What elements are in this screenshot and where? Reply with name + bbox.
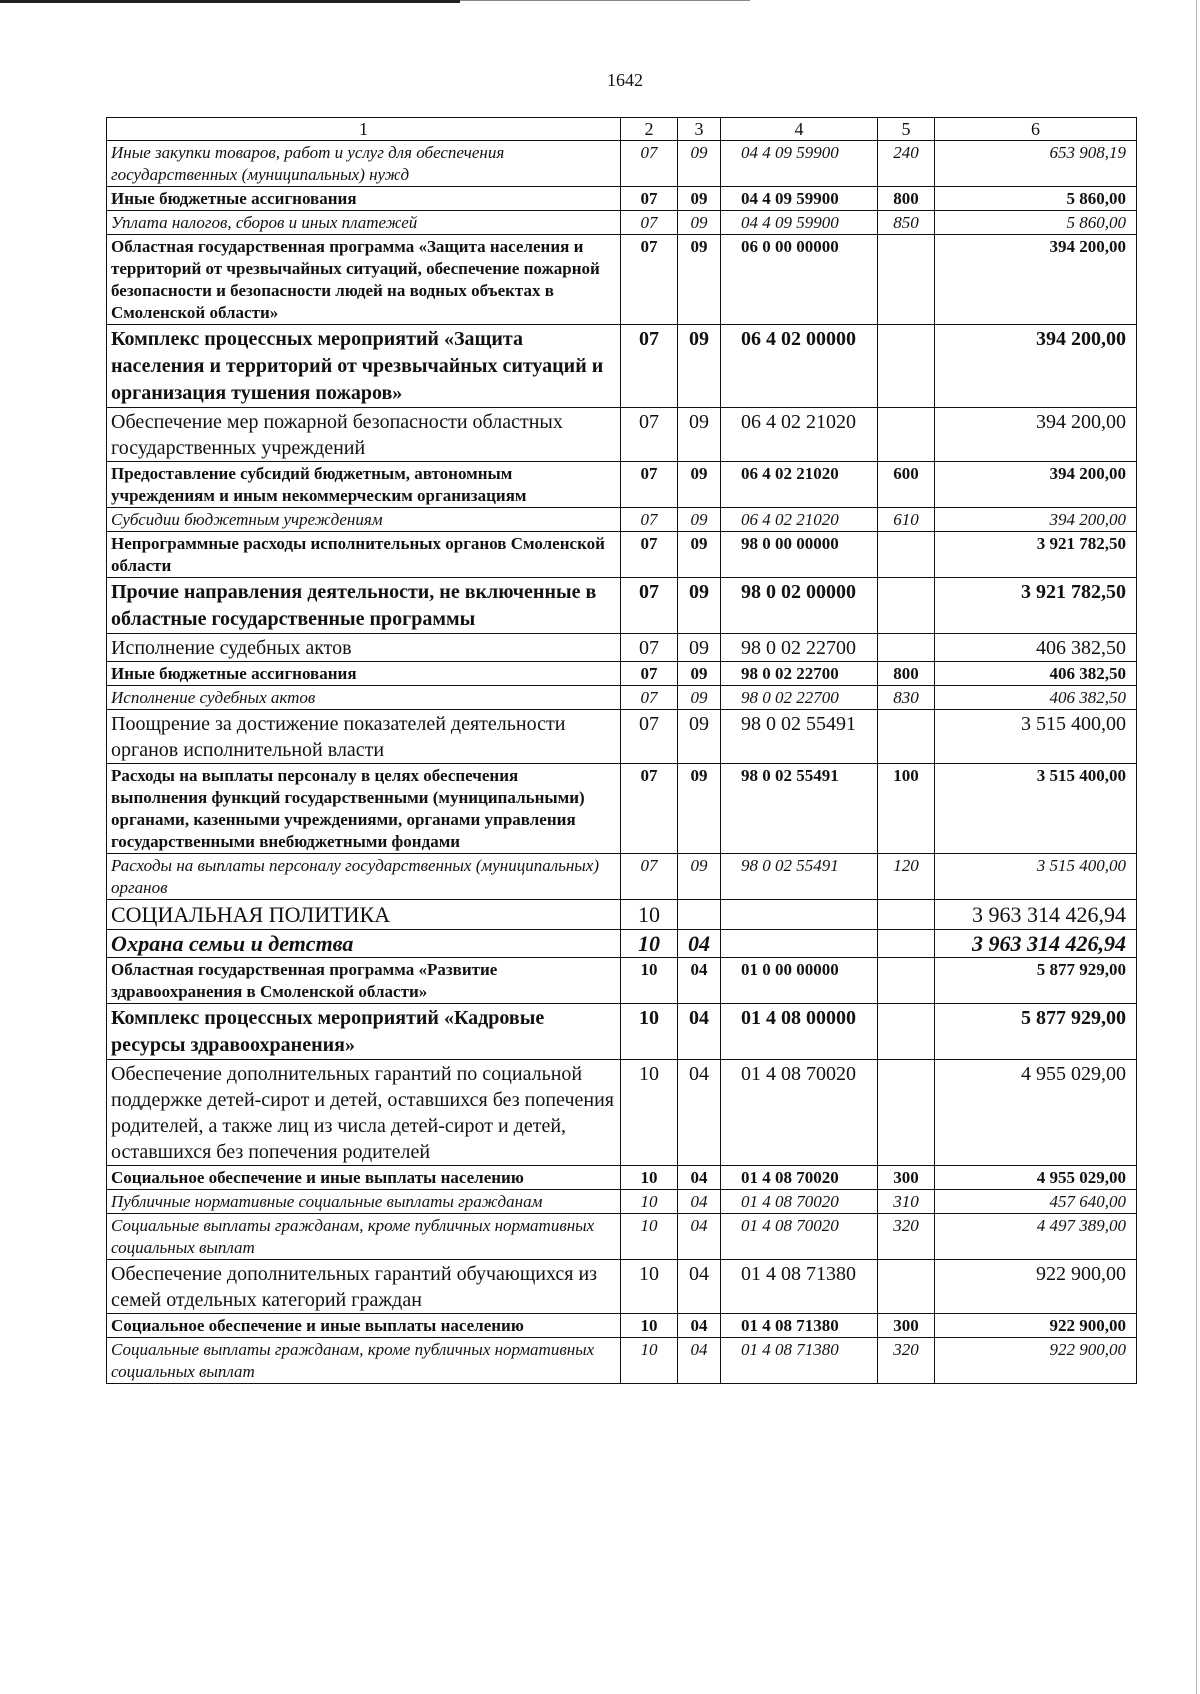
cell-expense-type — [878, 958, 935, 1004]
cell-target-article: 01 4 08 00000 — [721, 1004, 878, 1060]
cell-amount: 406 382,50 — [935, 634, 1137, 662]
budget-table — [106, 117, 1137, 1384]
table-row — [107, 462, 1137, 508]
cell-amount: 3 963 314 426,94 — [935, 930, 1137, 958]
cell-subsection: 04 — [678, 1190, 721, 1214]
cell-expense-type — [878, 1004, 935, 1060]
cell-name: Иные закупки товаров, работ и услуг для обеспечения государственных (муниципальных) нужд — [107, 141, 621, 187]
cell-subsection: 09 — [678, 634, 721, 662]
cell-section: 10 — [621, 1190, 678, 1214]
header-cell-2: 2 — [621, 118, 678, 141]
cell-name: Комплекс процессных мероприятий «Защита населения и территорий от чрезвычайных ситуаций и организация тушения пожаров» — [107, 325, 621, 408]
cell-amount: 457 640,00 — [935, 1190, 1137, 1214]
cell-target-article: 01 4 08 71380 — [721, 1260, 878, 1314]
table-row — [107, 1060, 1137, 1166]
cell-section: 07 — [621, 710, 678, 764]
cell-section: 10 — [621, 1060, 678, 1166]
cell-section: 07 — [621, 662, 678, 686]
table-row — [107, 325, 1137, 408]
cell-subsection: 09 — [678, 187, 721, 211]
cell-name: Социальные выплаты гражданам, кроме публичных нормативных социальных выплат — [107, 1338, 621, 1384]
cell-section: 07 — [621, 686, 678, 710]
table-row — [107, 1004, 1137, 1060]
table-row — [107, 634, 1137, 662]
cell-subsection: 04 — [678, 1166, 721, 1190]
header-cell-5: 5 — [878, 118, 935, 141]
cell-amount: 394 200,00 — [935, 462, 1137, 508]
cell-amount: 3 515 400,00 — [935, 764, 1137, 854]
table-row — [107, 578, 1137, 634]
cell-name: Охрана семьи и детства — [107, 930, 621, 958]
cell-amount: 922 900,00 — [935, 1260, 1137, 1314]
table-row — [107, 532, 1137, 578]
cell-amount: 394 200,00 — [935, 508, 1137, 532]
table-row — [107, 408, 1137, 462]
cell-section: 07 — [621, 764, 678, 854]
cell-amount: 394 200,00 — [935, 235, 1137, 325]
cell-section: 07 — [621, 235, 678, 325]
header-cell-4: 4 — [721, 118, 878, 141]
cell-amount: 3 963 314 426,94 — [935, 900, 1137, 930]
cell-subsection: 09 — [678, 662, 721, 686]
cell-target-article: 04 4 09 59900 — [721, 187, 878, 211]
cell-name: Исполнение судебных актов — [107, 634, 621, 662]
cell-subsection: 09 — [678, 764, 721, 854]
cell-name: Иные бюджетные ассигнования — [107, 662, 621, 686]
cell-target-article: 01 0 00 00000 — [721, 958, 878, 1004]
cell-amount: 3 515 400,00 — [935, 710, 1137, 764]
cell-name: СОЦИАЛЬНАЯ ПОЛИТИКА — [107, 900, 621, 930]
cell-name: Обеспечение мер пожарной безопасности областных государственных учреждений — [107, 408, 621, 462]
cell-target-article: 01 4 08 70020 — [721, 1214, 878, 1260]
cell-expense-type: 300 — [878, 1166, 935, 1190]
header-cell-3: 3 — [678, 118, 721, 141]
cell-section: 07 — [621, 854, 678, 900]
cell-target-article: 04 4 09 59900 — [721, 141, 878, 187]
table-row — [107, 764, 1137, 854]
table-row — [107, 187, 1137, 211]
table-row — [107, 1314, 1137, 1338]
cell-section: 10 — [621, 1260, 678, 1314]
header-cell-1: 1 — [107, 118, 621, 141]
cell-expense-type: 310 — [878, 1190, 935, 1214]
table-row — [107, 1260, 1137, 1314]
cell-expense-type: 600 — [878, 462, 935, 508]
cell-amount: 406 382,50 — [935, 662, 1137, 686]
cell-amount: 4 955 029,00 — [935, 1060, 1137, 1166]
cell-name: Комплекс процессных мероприятий «Кадровые ресурсы здравоохранения» — [107, 1004, 621, 1060]
cell-expense-type — [878, 930, 935, 958]
cell-amount: 394 200,00 — [935, 325, 1137, 408]
cell-amount: 3 515 400,00 — [935, 854, 1137, 900]
cell-expense-type — [878, 710, 935, 764]
cell-target-article: 01 4 08 70020 — [721, 1190, 878, 1214]
table-row — [107, 1166, 1137, 1190]
cell-section: 07 — [621, 187, 678, 211]
cell-section: 07 — [621, 141, 678, 187]
cell-section: 10 — [621, 900, 678, 930]
table-row — [107, 686, 1137, 710]
cell-expense-type — [878, 408, 935, 462]
cell-expense-type — [878, 235, 935, 325]
cell-target-article: 06 4 02 00000 — [721, 325, 878, 408]
cell-target-article: 98 0 00 00000 — [721, 532, 878, 578]
table-row — [107, 1214, 1137, 1260]
cell-expense-type — [878, 900, 935, 930]
cell-target-article: 98 0 02 00000 — [721, 578, 878, 634]
cell-target-article: 98 0 02 22700 — [721, 686, 878, 710]
cell-name: Обеспечение дополнительных гарантий по социальной поддержке детей-сирот и детей, оставшихся без попечения родителей, а также лиц из числа детей-сирот и детей, оставшихся без попечения родителей — [107, 1060, 621, 1166]
cell-amount: 3 921 782,50 — [935, 532, 1137, 578]
cell-section: 07 — [621, 462, 678, 508]
table-row — [107, 958, 1137, 1004]
cell-target-article: 98 0 02 55491 — [721, 764, 878, 854]
cell-expense-type: 320 — [878, 1214, 935, 1260]
cell-expense-type: 830 — [878, 686, 935, 710]
cell-name: Областная государственная программа «Развитие здравоохранения в Смоленской области» — [107, 958, 621, 1004]
cell-section: 10 — [621, 1314, 678, 1338]
cell-subsection: 09 — [678, 854, 721, 900]
table-row — [107, 930, 1137, 958]
cell-subsection — [678, 900, 721, 930]
cell-name: Предоставление субсидий бюджетным, автономным учреждениям и иным некоммерческим организациям — [107, 462, 621, 508]
cell-target-article: 06 4 02 21020 — [721, 508, 878, 532]
cell-expense-type: 850 — [878, 211, 935, 235]
cell-expense-type: 610 — [878, 508, 935, 532]
cell-name: Социальное обеспечение и иные выплаты населению — [107, 1314, 621, 1338]
cell-expense-type: 800 — [878, 662, 935, 686]
cell-target-article: 01 4 08 71380 — [721, 1314, 878, 1338]
cell-subsection: 09 — [678, 462, 721, 508]
cell-target-article: 06 4 02 21020 — [721, 462, 878, 508]
cell-expense-type — [878, 634, 935, 662]
cell-expense-type: 240 — [878, 141, 935, 187]
cell-section: 10 — [621, 930, 678, 958]
cell-name: Расходы на выплаты персоналу в целях обеспечения выполнения функций государственными (муниципальными) органами, казенными учреждениями, органами управления государственными внебюджетными фондами — [107, 764, 621, 854]
cell-subsection: 09 — [678, 710, 721, 764]
cell-section: 07 — [621, 508, 678, 532]
cell-subsection: 09 — [678, 686, 721, 710]
cell-amount: 5 877 929,00 — [935, 958, 1137, 1004]
cell-section: 07 — [621, 325, 678, 408]
cell-amount: 922 900,00 — [935, 1314, 1137, 1338]
table-row — [107, 508, 1137, 532]
cell-subsection: 04 — [678, 1260, 721, 1314]
cell-section: 07 — [621, 408, 678, 462]
cell-name: Публичные нормативные социальные выплаты гражданам — [107, 1190, 621, 1214]
table-header-row — [107, 118, 1137, 141]
cell-name: Социальное обеспечение и иные выплаты населению — [107, 1166, 621, 1190]
cell-section: 10 — [621, 1338, 678, 1384]
cell-target-article: 98 0 02 55491 — [721, 710, 878, 764]
cell-amount: 653 908,19 — [935, 141, 1137, 187]
budget-table-body — [107, 118, 1137, 1384]
cell-expense-type — [878, 1060, 935, 1166]
cell-target-article: 04 4 09 59900 — [721, 211, 878, 235]
table-row — [107, 662, 1137, 686]
cell-name: Обеспечение дополнительных гарантий обучающихся из семей отдельных категорий граждан — [107, 1260, 621, 1314]
cell-amount: 406 382,50 — [935, 686, 1137, 710]
cell-section: 10 — [621, 1004, 678, 1060]
cell-target-article — [721, 900, 878, 930]
cell-target-article: 06 0 00 00000 — [721, 235, 878, 325]
cell-amount: 922 900,00 — [935, 1338, 1137, 1384]
cell-name: Непрограммные расходы исполнительных органов Смоленской области — [107, 532, 621, 578]
cell-name: Поощрение за достижение показателей деятельности органов исполнительной власти — [107, 710, 621, 764]
cell-expense-type — [878, 532, 935, 578]
cell-expense-type: 320 — [878, 1338, 935, 1384]
cell-expense-type — [878, 578, 935, 634]
cell-expense-type — [878, 325, 935, 408]
cell-section: 10 — [621, 1166, 678, 1190]
cell-target-article: 01 4 08 71380 — [721, 1338, 878, 1384]
cell-name: Социальные выплаты гражданам, кроме публичных нормативных социальных выплат — [107, 1214, 621, 1260]
cell-amount: 394 200,00 — [935, 408, 1137, 462]
cell-section: 07 — [621, 211, 678, 235]
cell-subsection: 04 — [678, 1314, 721, 1338]
table-row — [107, 235, 1137, 325]
cell-target-article: 01 4 08 70020 — [721, 1060, 878, 1166]
cell-name: Исполнение судебных актов — [107, 686, 621, 710]
table-row — [107, 211, 1137, 235]
cell-subsection: 04 — [678, 1338, 721, 1384]
cell-subsection: 04 — [678, 1004, 721, 1060]
cell-section: 07 — [621, 578, 678, 634]
cell-section: 07 — [621, 532, 678, 578]
cell-subsection: 09 — [678, 211, 721, 235]
table-row — [107, 854, 1137, 900]
cell-target-article — [721, 930, 878, 958]
cell-target-article: 98 0 02 55491 — [721, 854, 878, 900]
cell-subsection: 04 — [678, 1214, 721, 1260]
scan-edge-top — [0, 0, 460, 3]
table-row — [107, 1190, 1137, 1214]
cell-name: Иные бюджетные ассигнования — [107, 187, 621, 211]
cell-expense-type: 800 — [878, 187, 935, 211]
cell-target-article: 98 0 02 22700 — [721, 662, 878, 686]
cell-name: Областная государственная программа «Защита населения и территорий от чрезвычайных ситуаций, обеспечение пожарной безопасности и безопасности людей на водных объектах в Смоленской области» — [107, 235, 621, 325]
cell-expense-type: 120 — [878, 854, 935, 900]
table-row — [107, 710, 1137, 764]
cell-name: Прочие направления деятельности, не включенные в областные государственные программы — [107, 578, 621, 634]
cell-section: 07 — [621, 634, 678, 662]
cell-amount: 5 877 929,00 — [935, 1004, 1137, 1060]
header-cell-6: 6 — [935, 118, 1137, 141]
cell-subsection: 09 — [678, 235, 721, 325]
cell-subsection: 09 — [678, 578, 721, 634]
cell-subsection: 04 — [678, 930, 721, 958]
cell-target-article: 06 4 02 21020 — [721, 408, 878, 462]
cell-amount: 4 955 029,00 — [935, 1166, 1137, 1190]
table-row — [107, 141, 1137, 187]
cell-target-article: 01 4 08 70020 — [721, 1166, 878, 1190]
cell-name: Расходы на выплаты персоналу государственных (муниципальных) органов — [107, 854, 621, 900]
cell-subsection: 09 — [678, 508, 721, 532]
cell-name: Субсидии бюджетным учреждениям — [107, 508, 621, 532]
table-row — [107, 900, 1137, 930]
cell-subsection: 04 — [678, 958, 721, 1004]
cell-amount: 4 497 389,00 — [935, 1214, 1137, 1260]
cell-amount: 5 860,00 — [935, 211, 1137, 235]
cell-section: 10 — [621, 1214, 678, 1260]
cell-subsection: 09 — [678, 325, 721, 408]
cell-section: 10 — [621, 958, 678, 1004]
cell-expense-type — [878, 1260, 935, 1314]
cell-amount: 5 860,00 — [935, 187, 1137, 211]
cell-target-article: 98 0 02 22700 — [721, 634, 878, 662]
cell-name: Уплата налогов, сборов и иных платежей — [107, 211, 621, 235]
scan-edge-right — [1196, 0, 1197, 1694]
table-row — [107, 1338, 1137, 1384]
page-number: 1642 — [607, 70, 643, 90]
cell-subsection: 09 — [678, 532, 721, 578]
cell-subsection: 09 — [678, 408, 721, 462]
cell-subsection: 09 — [678, 141, 721, 187]
cell-subsection: 04 — [678, 1060, 721, 1166]
scan-edge-top-faint — [460, 0, 750, 1]
cell-expense-type: 300 — [878, 1314, 935, 1338]
cell-amount: 3 921 782,50 — [935, 578, 1137, 634]
cell-expense-type: 100 — [878, 764, 935, 854]
